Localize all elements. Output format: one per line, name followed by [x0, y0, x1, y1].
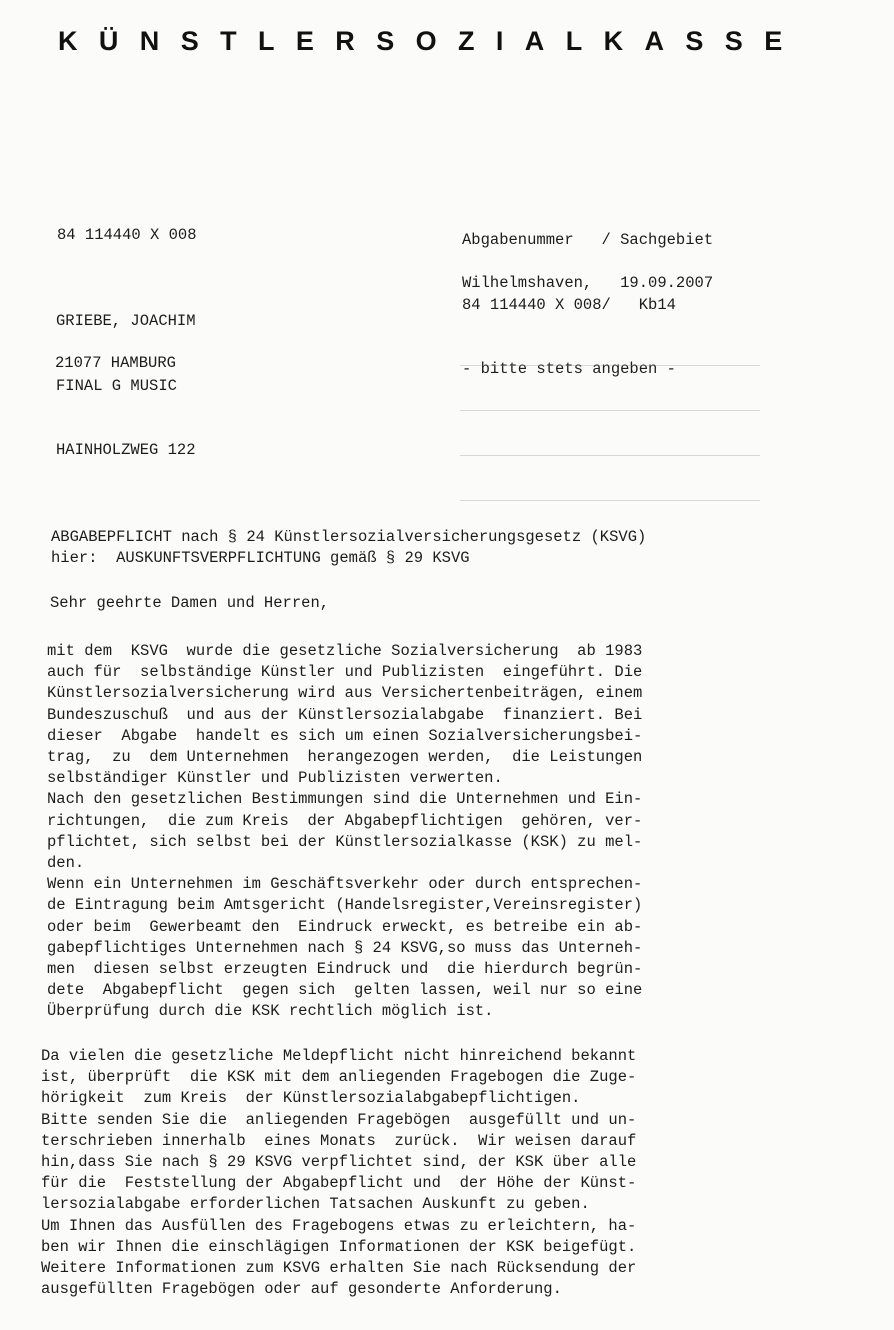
- reference-hint: - bitte stets angeben -: [462, 360, 676, 378]
- body-line: für die Feststellung der Abgabepflicht und der Höhe der Künst-: [41, 1174, 637, 1193]
- address-line: GRIEBE, JOACHIM: [56, 312, 196, 330]
- body-line: Nach den gesetzlichen Bestimmungen sind die Unternehmen und Ein-: [47, 790, 643, 809]
- body-line: richtungen, die zum Kreis der Abgabepflichtigen gehören, ver-: [47, 811, 643, 830]
- body-line: men diesen selbst erzeugten Eindruck und die hierdurch begrün-: [47, 960, 643, 979]
- body-line: trag, zu dem Unternehmen herangezogen werden, die Leistungen: [47, 748, 643, 767]
- body-line: den.: [47, 854, 85, 873]
- place-date: Wilhelmshaven, 19.09.2007: [462, 274, 714, 292]
- address-line: FINAL G MUSIC: [56, 376, 177, 395]
- body-line: hörigkeit zum Kreis der Künstlersozialabgabepflichtigen.: [41, 1089, 581, 1108]
- body-line: selbständiger Künstler und Publizisten verwerten.: [47, 769, 503, 788]
- body-line: Bundeszuschuß und aus der Künstlersozialabgabe finanziert. Bei: [47, 705, 643, 724]
- body-line: Künstlersozialversicherung wird aus Versichertenbeiträgen, einem: [47, 684, 643, 703]
- body-line: Um Ihnen das Ausfüllen des Fragebogens etwas zu erleichtern, ha-: [41, 1216, 637, 1235]
- faded-area-line: [460, 410, 760, 411]
- reference-label: Abgabenummer / Sachgebiet: [462, 231, 714, 249]
- body-line: ausgefüllten Fragebögen oder auf gesonderte Anforderung.: [41, 1280, 562, 1299]
- body-line: Bitte senden Sie die anliegenden Fragebögen ausgefüllt und un-: [41, 1110, 637, 1129]
- body-line: gabepflichtiges Unternehmen nach § 24 KSVG,so muss das Unterneh-: [47, 938, 643, 957]
- subject-block: [51, 527, 646, 569]
- faded-area-line: [460, 500, 760, 501]
- address-line: HAINHOLZWEG 122: [56, 441, 196, 459]
- reference-block: [462, 187, 713, 402]
- body-line: Weitere Informationen zum KSVG erhalten Sie nach Rücksendung der: [41, 1259, 637, 1278]
- salutation: Sehr geehrte Damen und Herren,: [50, 594, 330, 612]
- body-line: dieser Abgabe handelt es sich um einen Sozialversicherungsbei-: [47, 726, 643, 745]
- customer-number: 84 114440 X 008: [57, 226, 197, 244]
- faded-area-line: [460, 365, 760, 366]
- recipient-city: 21077 HAMBURG: [55, 354, 176, 372]
- body-line: ben wir Ihnen die einschlägigen Informationen der KSK beigefügt.: [41, 1237, 637, 1256]
- body-line: terschrieben innerhalb eines Monats zurück. Wir weisen darauf: [41, 1131, 637, 1150]
- body-line: auch für selbständige Künstler und Publizisten eingeführt. Die: [47, 663, 643, 682]
- faded-area-line: [460, 455, 760, 456]
- body-line: oder beim Gewerbeamt den Eindruck erweckt, es betreibe ein ab-: [47, 917, 643, 936]
- body-line: pflichtet, sich selbst bei der Künstlersozialkasse (KSK) zu mel-: [47, 832, 643, 851]
- body-line: Wenn ein Unternehmen im Geschäftsverkehr oder durch entsprechen-: [47, 875, 643, 894]
- body-line: ist, überprüft die KSK mit dem anliegenden Fragebogen die Zuge-: [41, 1068, 637, 1087]
- body-line: dete Abgabepflicht gegen sich gelten lassen, weil nur so eine: [47, 981, 643, 1000]
- body-line: hin,dass Sie nach § 29 KSVG verpflichtet sind, der KSK über alle: [41, 1153, 637, 1172]
- body-paragraph-1: [47, 641, 642, 1023]
- subject-line: ABGABEPFLICHT nach § 24 Künstlersozialversicherungsgesetz (KSVG): [51, 528, 647, 546]
- body-line: lersozialabgabe erforderlichen Tatsachen Auskunft zu geben.: [41, 1195, 590, 1214]
- reference-value: 84 114440 X 008/ Kb14: [462, 295, 676, 314]
- body-line: Da vielen die gesetzliche Meldepflicht nicht hinreichend bekannt: [41, 1047, 637, 1065]
- body-line: mit dem KSVG wurde die gesetzliche Sozialversicherung ab 1983: [47, 642, 643, 660]
- body-line: Überprüfung durch die KSK rechtlich möglich ist.: [47, 1002, 494, 1021]
- body-paragraph-2: [41, 1046, 636, 1300]
- subject-line: hier: AUSKUNFTSVERPFLICHTUNG gemäß § 29 KSVG: [51, 549, 470, 567]
- letterhead-org-name: KÜNSTLERSOZIALKASSE: [58, 26, 804, 56]
- recipient-address: [56, 268, 196, 483]
- body-line: de Eintragung beim Amtsgericht (Handelsregister,Vereinsregister): [47, 896, 643, 915]
